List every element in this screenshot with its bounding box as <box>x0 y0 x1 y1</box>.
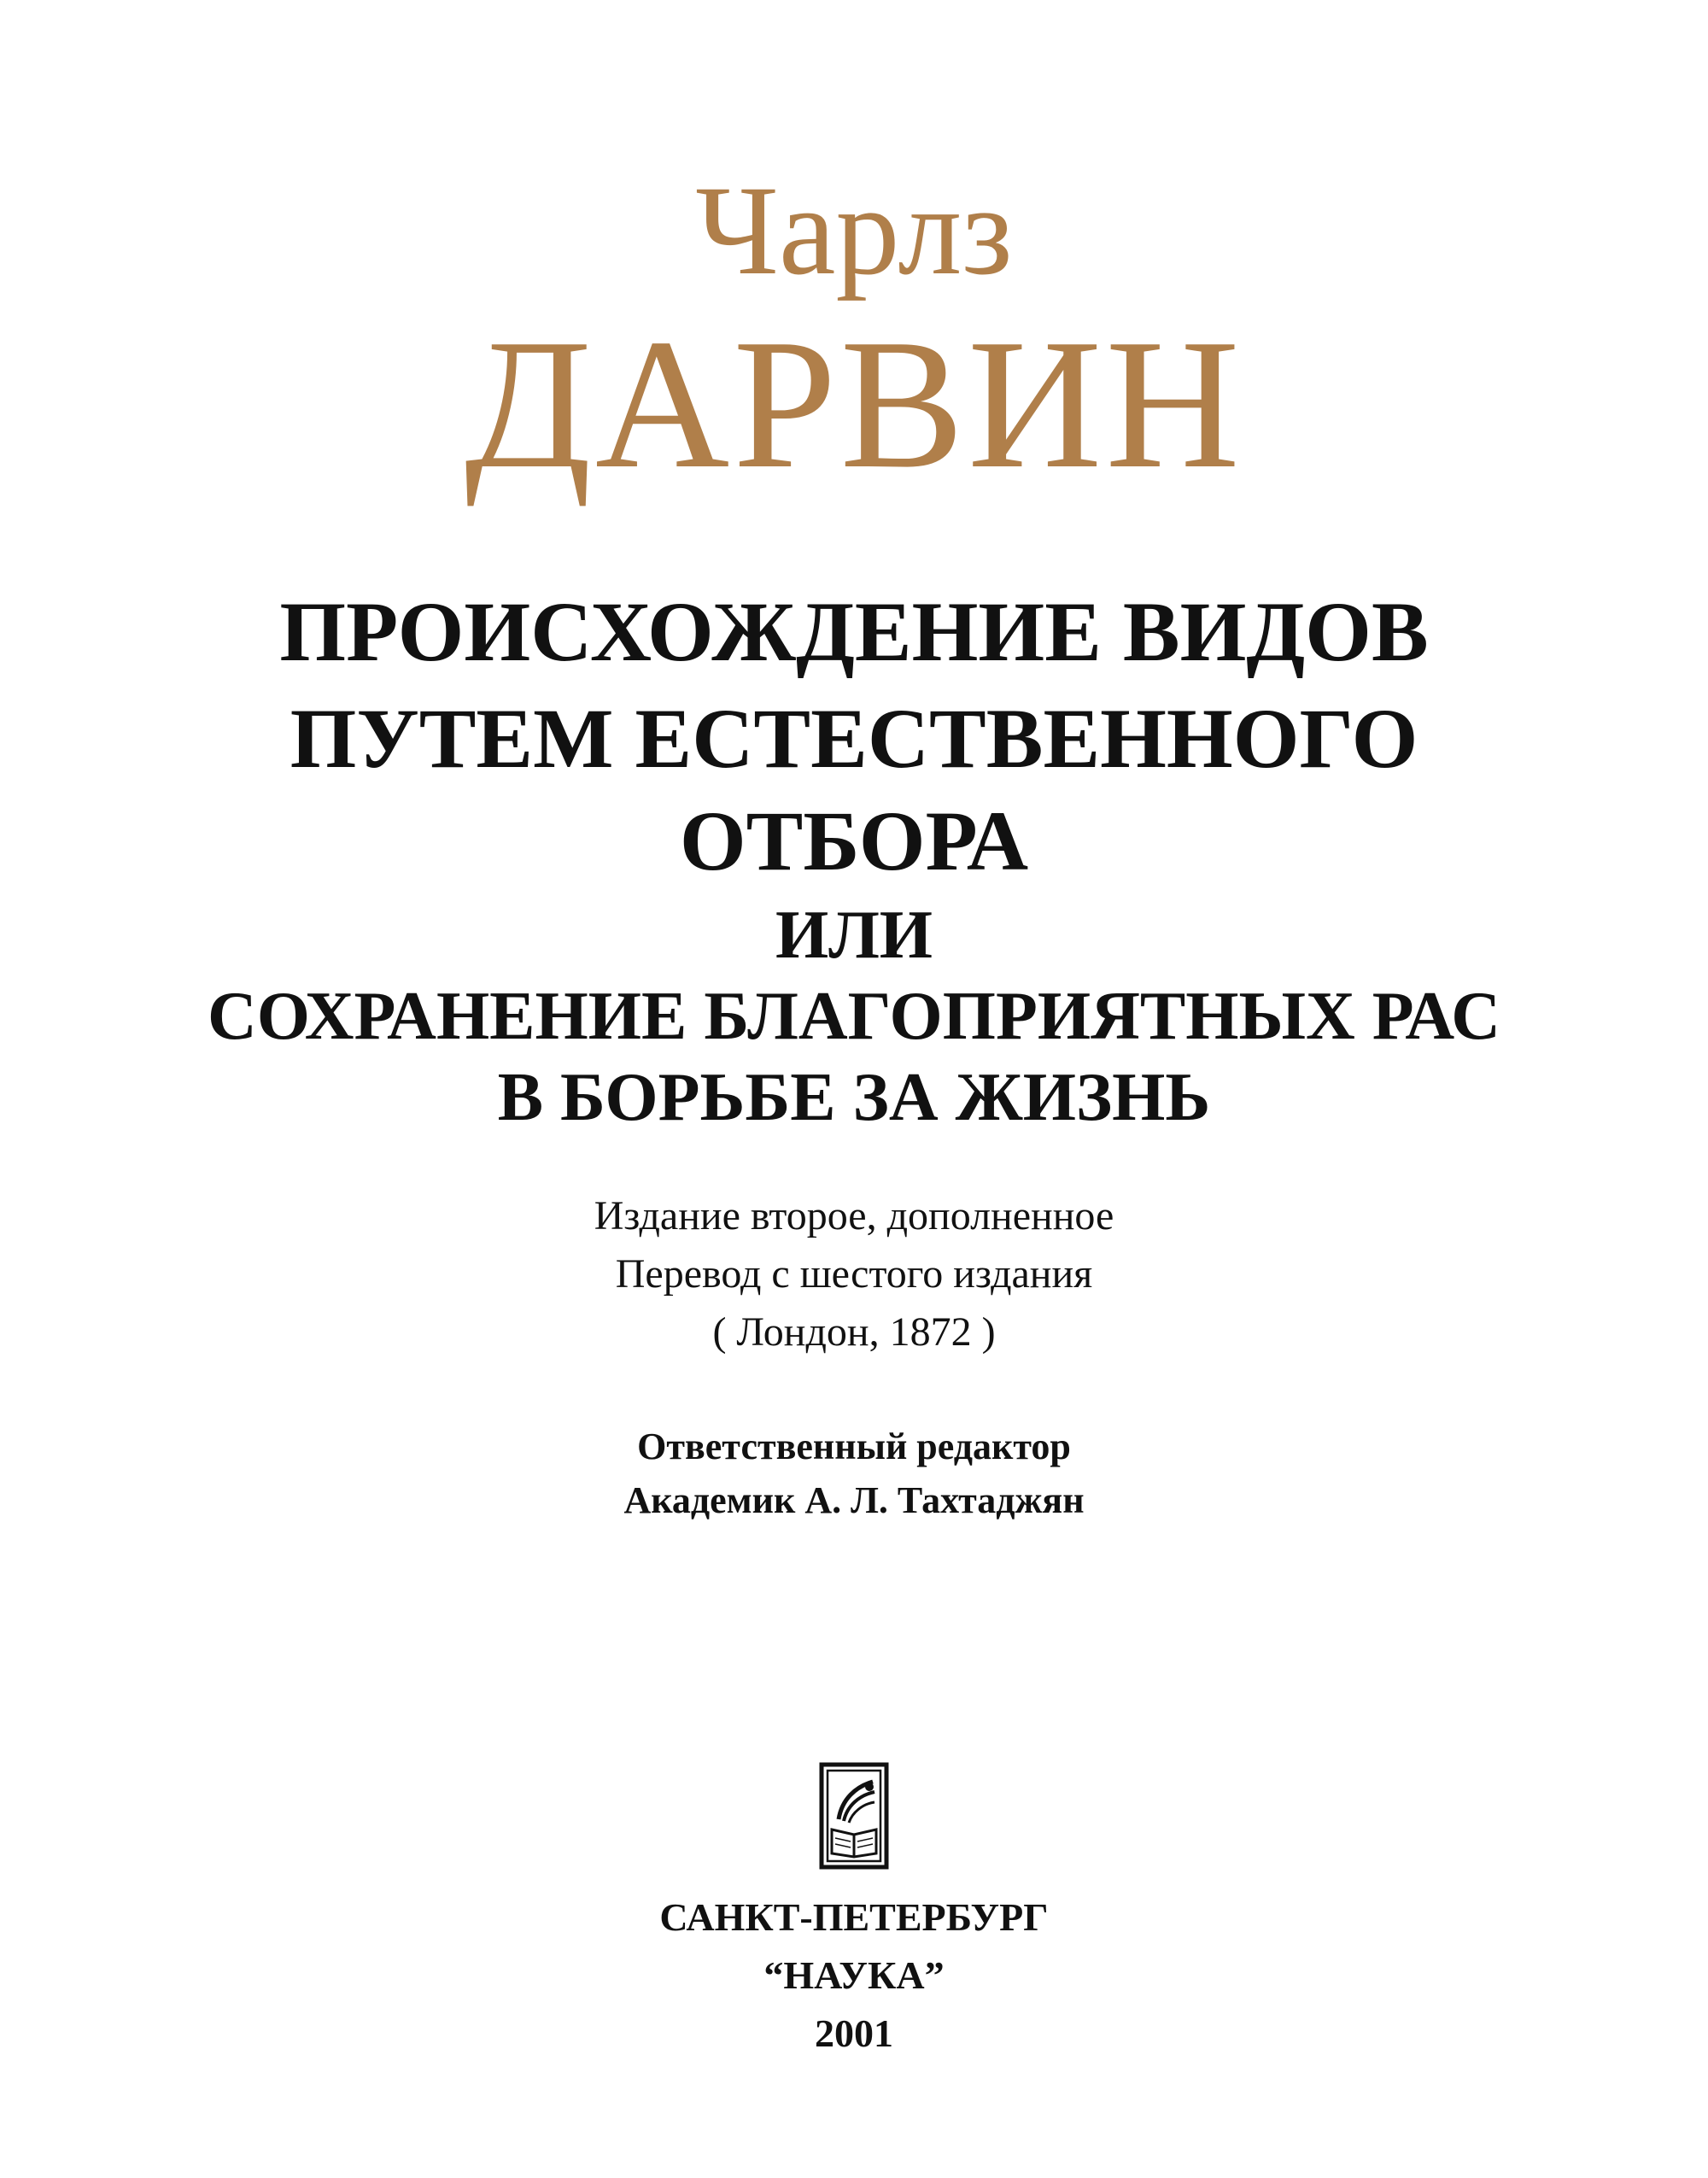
edition-note: Издание второе, дополненное <box>594 1193 1114 1238</box>
publisher-emblem-icon <box>818 1761 890 1871</box>
book-title-line-2: ПУТЕМ ЕСТЕСТВЕННОГО <box>290 691 1418 786</box>
subtitle-line-1: ИЛИ <box>775 898 933 973</box>
book-title-line-3: ОТБОРА <box>679 793 1029 888</box>
book-title-line-1: ПРОИСХОЖДЕНИЕ ВИДОВ <box>279 584 1429 679</box>
publisher-name: “НАУКА” <box>763 1953 945 1997</box>
subtitle-line-2: СОХРАНЕНИЕ БЛАГОПРИЯТНЫХ РАС <box>208 979 1500 1054</box>
translation-note: Перевод с шестого издания <box>615 1251 1093 1297</box>
publication-year: 2001 <box>815 2011 893 2055</box>
editor-name: Академик А. Л. Тахтаджян <box>623 1479 1085 1521</box>
source-edition-note: ( Лондон, 1872 ) <box>712 1309 996 1355</box>
author-last-name: ДАРВИН <box>465 302 1243 507</box>
editor-role: Ответственный редактор <box>637 1426 1071 1467</box>
publisher-city: САНКТ-ПЕТЕРБУРГ <box>659 1895 1049 1939</box>
subtitle-line-3: В БОРЬБЕ ЗА ЖИЗНЬ <box>497 1060 1211 1135</box>
author-first-name: Чарлз <box>695 160 1013 302</box>
